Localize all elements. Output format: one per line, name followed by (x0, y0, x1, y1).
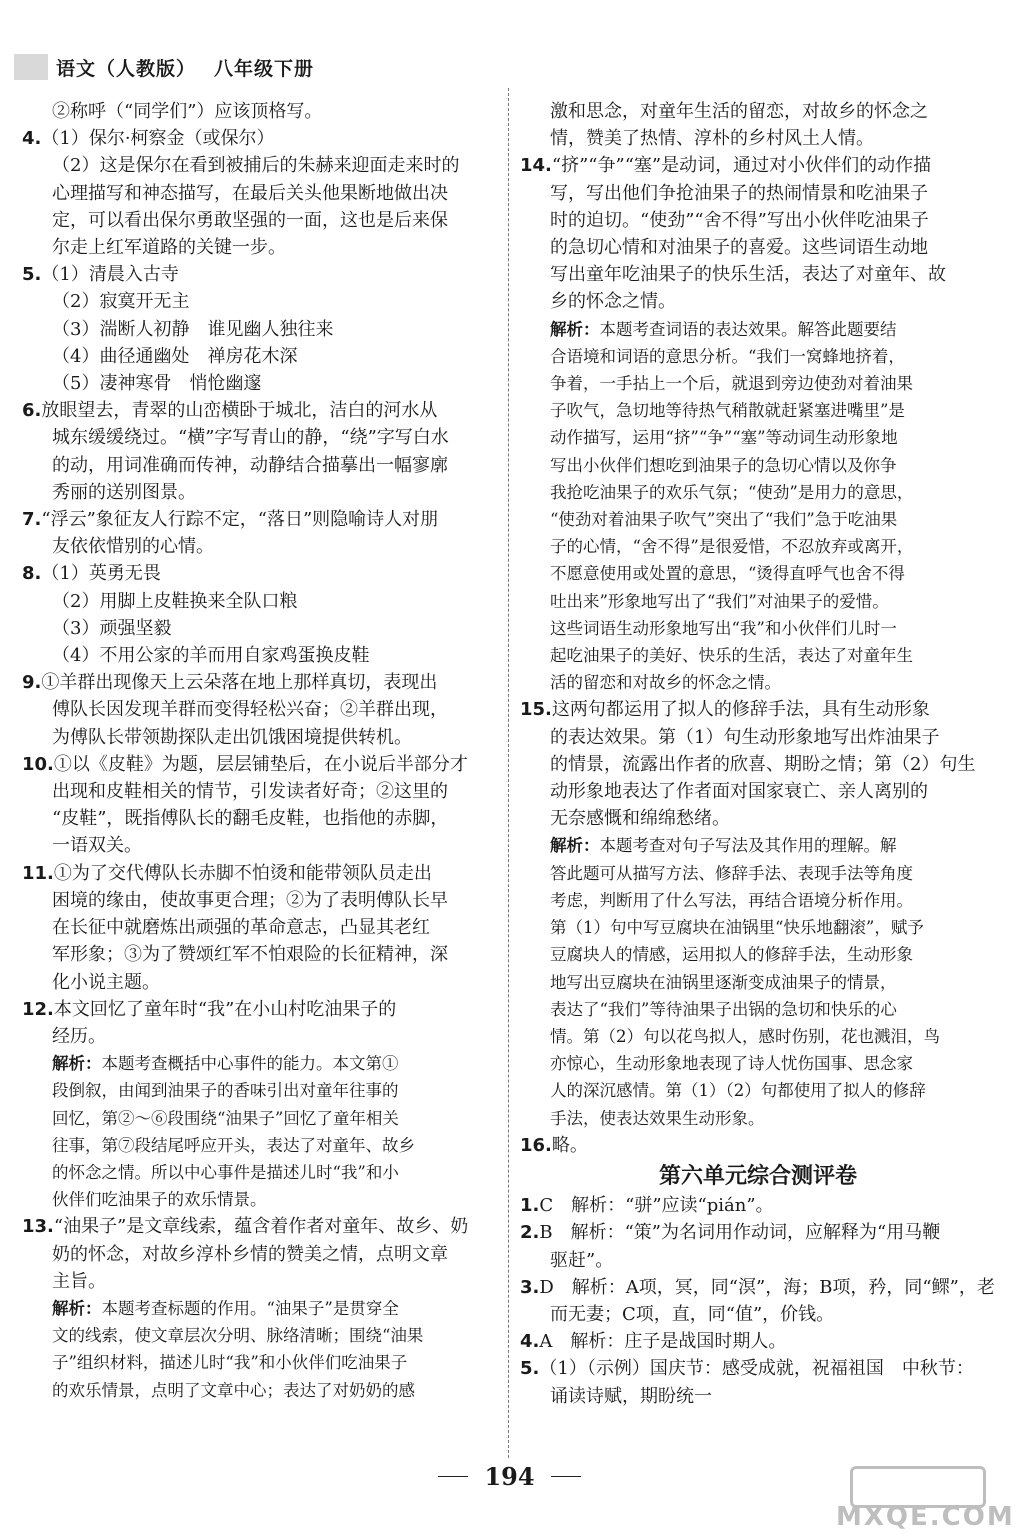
answer-line: （2）用脚上皮鞋换来全队口粮 (52, 590, 298, 612)
answer-line: 的情景，流露出作者的欣喜、期盼之情；第（2）句生 (550, 753, 976, 775)
explanation-line (22, 1132, 496, 1159)
question-number: 16. (520, 1134, 552, 1156)
explanation-line (520, 370, 996, 397)
explanation-text: 本题考查对句子写法及其作用的理解。解 (599, 836, 897, 856)
answer-line: 写出童年吃油果子的快乐生活，表达了对童年、故 (550, 264, 946, 286)
answer-line: ②称呼（“同学们”）应该顶格写。 (52, 101, 323, 122)
continuation-line: 情，赞美了热情、淳朴的乡村风土人情。 (550, 128, 874, 150)
question-text: D 解析：A项，冥，同“溟”，海；B项，矜，同“鳏”，老 (539, 1276, 995, 1298)
question-text: ①羊群出现像天上云朵落在地上那样真切，表现出 (41, 672, 438, 694)
explanation-line (520, 316, 996, 343)
explanation-text: 本题考查标题的作用。“油果子”是贯穿全 (101, 1298, 399, 1318)
explanation-text: 这些词语生动形象地写出“我”和小伙伴们儿时一 (550, 618, 897, 638)
question-number: 9. (22, 672, 42, 694)
question-line (520, 696, 996, 723)
answer-line: 出现和皮鞋相关的情节，引发读者好奇；②这里的 (52, 781, 448, 803)
answer-line: 经历。 (52, 1025, 106, 1047)
explanation-line (520, 343, 996, 370)
answer-line: 时的迫切。“使劲”“舍不得”写出小伙伴吃油果子 (550, 209, 929, 231)
answer-line: 化小说主题。 (52, 971, 160, 993)
question-number: 4. (22, 128, 42, 150)
explanation-text: 写出小伙伴们想吃到油果子的急切心情以及你争 (550, 455, 897, 475)
header-tab-decoration (14, 54, 48, 80)
question-number: 10. (22, 753, 54, 775)
question-text: 本文回忆了童年时“我”在小山村吃油果子的 (53, 998, 397, 1020)
explanation-text: 往事，第⑦段结尾呼应开头，表达了对童年、故乡 (52, 1135, 415, 1155)
question-text: （1）英勇无畏 (41, 563, 161, 585)
answer-line: （3）湍断人初静 谁见幽人独往来 (52, 318, 334, 340)
explanation-text: 情。第（2）句以花鸟拟人，感时伤别，花也溅泪，鸟 (550, 1026, 940, 1046)
book-grade: 八年级下册 (214, 57, 315, 80)
explanation-text: 文的线索，使文章层次分明、脉络清晰；围绕“油果 (52, 1326, 424, 1346)
explanation-line (520, 1105, 996, 1132)
question-number: 2. (520, 1222, 540, 1244)
question-number: 5. (22, 264, 42, 286)
answer-line: 驱赶”。 (550, 1249, 614, 1271)
question-line (520, 152, 996, 179)
answer-line: 主旨。 (52, 1270, 106, 1292)
answer-line: 尔走上红军道路的关键一步。 (52, 237, 286, 259)
explanation-text: 地写出豆腐块在油锅里逐渐变成油果子的情景， (550, 972, 897, 992)
explanation-text: 伙伴们吃油果子的欢乐情景。 (52, 1190, 267, 1210)
explanation-line (520, 941, 996, 968)
explanation-text: 表达了“我们”等待油果子出锅的急切和快乐的心 (550, 999, 897, 1019)
question-text: ①以《皮鞋》为题，层层铺垫后，在小说后半部分才 (53, 753, 468, 775)
explanation-line (520, 1050, 996, 1077)
question-number: 4. (520, 1331, 540, 1353)
explanation-line (520, 996, 996, 1023)
question-line (520, 1328, 996, 1355)
answer-line: 的表达效果。第（1）句生动形象地写出炸油果子 (550, 726, 940, 748)
answer-line: 一语双关。 (52, 835, 142, 857)
question-text: “浮云”象征友人行踪不定，“落日”则隐喻诗人对朋 (41, 509, 439, 531)
explanation-text: 的怀念之情。所以中心事件是描述儿时“我”和小 (52, 1162, 399, 1182)
explanation-text: 考虑，判断用了什么写法，再结合语境分析作用。 (550, 890, 913, 910)
watermark (836, 1466, 1015, 1532)
explanation-line (520, 506, 996, 533)
explanation-text: 子吹气，急切地等待热气稍散就赶紧塞进嘴里”是 (550, 401, 905, 421)
question-text: “挤”“争”“塞”是动词，通过对小伙伴们的动作描 (551, 155, 932, 177)
question-line (22, 751, 496, 778)
answer-line: （2）这是保尔在看到被捕后的朱赫来迎面走来时的 (52, 155, 460, 177)
question-line (520, 1219, 996, 1246)
answer-line: 秀丽的送别图景。 (52, 481, 196, 503)
question-text: A 解析：庄子是战国时期人。 (539, 1331, 787, 1353)
question-line (22, 996, 496, 1023)
question-text: 略。 (551, 1134, 588, 1156)
question-line (520, 1274, 996, 1301)
explanation-line (520, 588, 996, 615)
watermark-text: MXQE.COM (836, 1502, 1015, 1532)
explanation-line (520, 479, 996, 506)
question-number: 1. (520, 1195, 540, 1217)
answer-line: 的动，用词准确而传神，动静结合描摹出一幅寥廓 (52, 454, 448, 476)
explanation-line (520, 914, 996, 941)
explanation-text: 手法，使表达效果生动形象。 (550, 1108, 765, 1128)
explanation-line (22, 1186, 496, 1213)
explanation-line (520, 832, 996, 859)
explanation-line (22, 1377, 496, 1404)
explanation-text: 人的深沉感情。第（1）（2）句都使用了拟人的修辞 (550, 1081, 926, 1101)
answer-line: （2）寂寞开无主 (52, 291, 190, 313)
explanation-line (520, 560, 996, 587)
question-text: ①为了交代傅队长赤脚不怕烫和能带领队员走出 (53, 862, 432, 884)
question-line (520, 1192, 996, 1219)
answer-line: （5）凄神寒骨 悄怆幽邃 (52, 373, 262, 395)
book-title: 语文（人教版） (56, 57, 197, 80)
explanation-line (520, 1023, 996, 1050)
footer-dash-left (438, 1476, 468, 1477)
question-number: 11. (22, 862, 54, 884)
explanation-line (520, 887, 996, 914)
explanation-label: 解析： (550, 836, 600, 856)
answer-line: 友依依惜别的心情。 (52, 536, 214, 558)
question-text: B 解析：“策”为名词用作动词，应解释为“用马鞭 (539, 1222, 941, 1244)
question-line (22, 860, 496, 887)
explanation-text: 起吃油果子的美好、快乐的生活，表达了对童年生 (550, 646, 913, 666)
answer-line: 城东缓缓绕过。“横”字写青山的静，“绕”字写白水 (52, 427, 449, 449)
question-number: 13. (22, 1216, 54, 1238)
explanation-text: 子”组织材料，描述儿时“我”和小伙伴们吃油果子 (52, 1353, 408, 1373)
explanation-text: “使劲对着油果子吹气”突出了“我们”急于吃油果 (550, 510, 898, 530)
explanation-text: 第（1）句中写豆腐块在油锅里“快乐地翻滚”，赋予 (550, 918, 924, 938)
answer-line: 傅队长因发现羊群而变得轻松兴奋；②羊群出现， (52, 699, 448, 721)
explanation-line (22, 1159, 496, 1186)
answer-line: 的急切心情和对油果子的喜爱。这些词语生动地 (550, 237, 928, 259)
answer-line: 军形象；③为了赞颂红军不怕艰险的长征精神，深 (52, 944, 448, 966)
answer-line: （3）顽强坚毅 (52, 617, 172, 639)
explanation-line (520, 969, 996, 996)
explanation-line (520, 669, 996, 696)
explanation-line (22, 1105, 496, 1132)
answer-line: 乡的怀念之情。 (550, 291, 676, 313)
answer-line: 动形象地表达了作者面对国家衰亡、亲人离别的 (550, 781, 928, 803)
explanation-line (22, 1349, 496, 1376)
question-number: 15. (520, 699, 552, 721)
question-line (22, 397, 496, 424)
explanation-text: 子的心情，“舍不得”是很爱惜，不忍放弃或离开， (550, 537, 914, 557)
question-line (22, 560, 496, 587)
answer-line: 写，写出他们争抢油果子的热闹情景和吃油果子 (550, 182, 928, 204)
explanation-text: 回忆，第②～⑥段围绕“油果子”回忆了童年相关 (52, 1108, 399, 1128)
question-line (22, 669, 496, 696)
question-text: （1）（示例）国庆节：感受成就，祝福祖国 中秋节： (539, 1358, 974, 1380)
explanation-label: 解析： (550, 319, 600, 339)
question-number: 7. (22, 509, 42, 531)
question-number: 6. (22, 400, 42, 422)
question-line (520, 1132, 996, 1159)
answer-line: 定，可以看出保尔勇敢坚强的一面，这也是后来保 (52, 209, 448, 231)
answer-line: 无奈感慨和绵绵愁绪。 (550, 808, 730, 830)
answer-line: 奶的怀念，对故乡淳朴乡情的赞美之情，点明文章 (52, 1243, 448, 1265)
explanation-text: 我抢吃油果子的欢乐气氛；“使劲”是用力的意思， (550, 482, 914, 502)
explanation-line (520, 860, 996, 887)
explanation-label: 解析： (52, 1298, 102, 1318)
answer-line: （4）不用公家的羊而用自家鸡蛋换皮鞋 (52, 645, 370, 667)
question-number: 14. (520, 155, 552, 177)
explanation-text: 吐出来”形象地写出了“我们”对油果子的爱惜。 (550, 591, 889, 611)
explanation-line (22, 1295, 496, 1322)
explanation-line (520, 615, 996, 642)
explanation-text: 活的留恋和对故乡的怀念之情。 (550, 673, 781, 693)
explanation-label: 解析： (52, 1054, 102, 1074)
answer-line: 而无妻；C项，直，同“值”，价钱。 (550, 1303, 835, 1325)
question-number: 3. (520, 1276, 540, 1298)
continuation-line: 激和思念，对童年生活的留恋，对故乡的怀念之 (550, 101, 928, 122)
question-text: “油果子”是文章线索，蕴含着作者对童年、故乡、奶 (53, 1216, 469, 1238)
answer-line: 诵读诗赋，期盼统一 (550, 1385, 712, 1407)
question-text: （1）清晨入古寺 (41, 264, 179, 286)
explanation-line (22, 1077, 496, 1104)
answer-line: 困境的缘由，使故事更合理；②为了表明傅队长早 (52, 889, 448, 911)
question-number: 5. (520, 1358, 540, 1380)
explanation-line (520, 642, 996, 669)
answer-line: 为傅队长带领勘探队走出饥饿困境提供转机。 (52, 726, 412, 748)
explanation-text: 豆腐块人的情感，运用拟人的修辞手法，生动形象 (550, 945, 913, 965)
explanation-text: 本题考查词语的表达效果。解答此题要结 (599, 319, 897, 339)
explanation-text: 答此题可从描写方法、修辞手法、表现手法等角度 (550, 863, 913, 883)
question-text: 放眼望去，青翠的山峦横卧于城北，洁白的河水从 (41, 400, 438, 422)
explanation-text: 本题考查概括中心事件的能力。本文第① (101, 1054, 399, 1074)
answer-line: “皮鞋”，既指傅队长的翻毛皮鞋，也指他的赤脚， (52, 808, 449, 830)
question-text: （1）保尔·柯察金（或保尔） (41, 128, 275, 150)
question-line (520, 1355, 996, 1382)
answer-line: （4）曲径通幽处 禅房花木深 (52, 345, 298, 367)
explanation-line (520, 424, 996, 451)
explanation-line (22, 1322, 496, 1349)
question-line (22, 1213, 496, 1240)
explanation-line (520, 533, 996, 560)
column-divider (508, 88, 509, 1458)
right-column (520, 98, 996, 1410)
question-line (22, 125, 496, 152)
answer-line: 在长征中就磨炼出顽强的革命意志，凸显其老红 (52, 917, 430, 939)
question-text: 这两句都运用了拟人的修辞手法，具有生动形象 (551, 699, 930, 721)
page-number: 194 (484, 1462, 535, 1491)
answer-line: 心理描写和神态描写，在最后关头他果断地做出决 (52, 182, 448, 204)
explanation-line (520, 452, 996, 479)
question-line (22, 506, 496, 533)
footer-dash-right (551, 1476, 581, 1477)
explanation-text: 合语境和词语的意思分析。“我们一窝蜂地挤着， (550, 346, 905, 366)
left-column (22, 98, 496, 1404)
explanation-text: 亦惊心，生动形象地表现了诗人忧伤国事、思念家 (550, 1054, 913, 1074)
explanation-text: 动作描写，运用“挤”“争”“塞”等动词生动形象地 (550, 428, 898, 448)
explanation-text: 争着，一手拈上一个后，就退到旁边使劲对着油果 (550, 374, 913, 394)
explanation-line (520, 1077, 996, 1104)
explanation-line (520, 397, 996, 424)
question-text: C 解析：“骈”应读“pián”。 (539, 1195, 774, 1217)
explanation-line (22, 1050, 496, 1077)
explanation-text: 的欢乐情景，点明了文章中心；表达了对奶奶的感 (52, 1380, 415, 1400)
explanation-text: 段倒叙，由闻到油果子的香味引出对童年往事的 (52, 1081, 399, 1101)
question-number: 8. (22, 563, 42, 585)
page-header (14, 52, 314, 82)
section-title: 第六单元综合测评卷 (658, 1163, 857, 1189)
question-number: 12. (22, 998, 54, 1020)
question-line (22, 261, 496, 288)
explanation-text: 不愿意使用或处置的意思，“烫得直呼气也舍不得 (550, 564, 905, 584)
